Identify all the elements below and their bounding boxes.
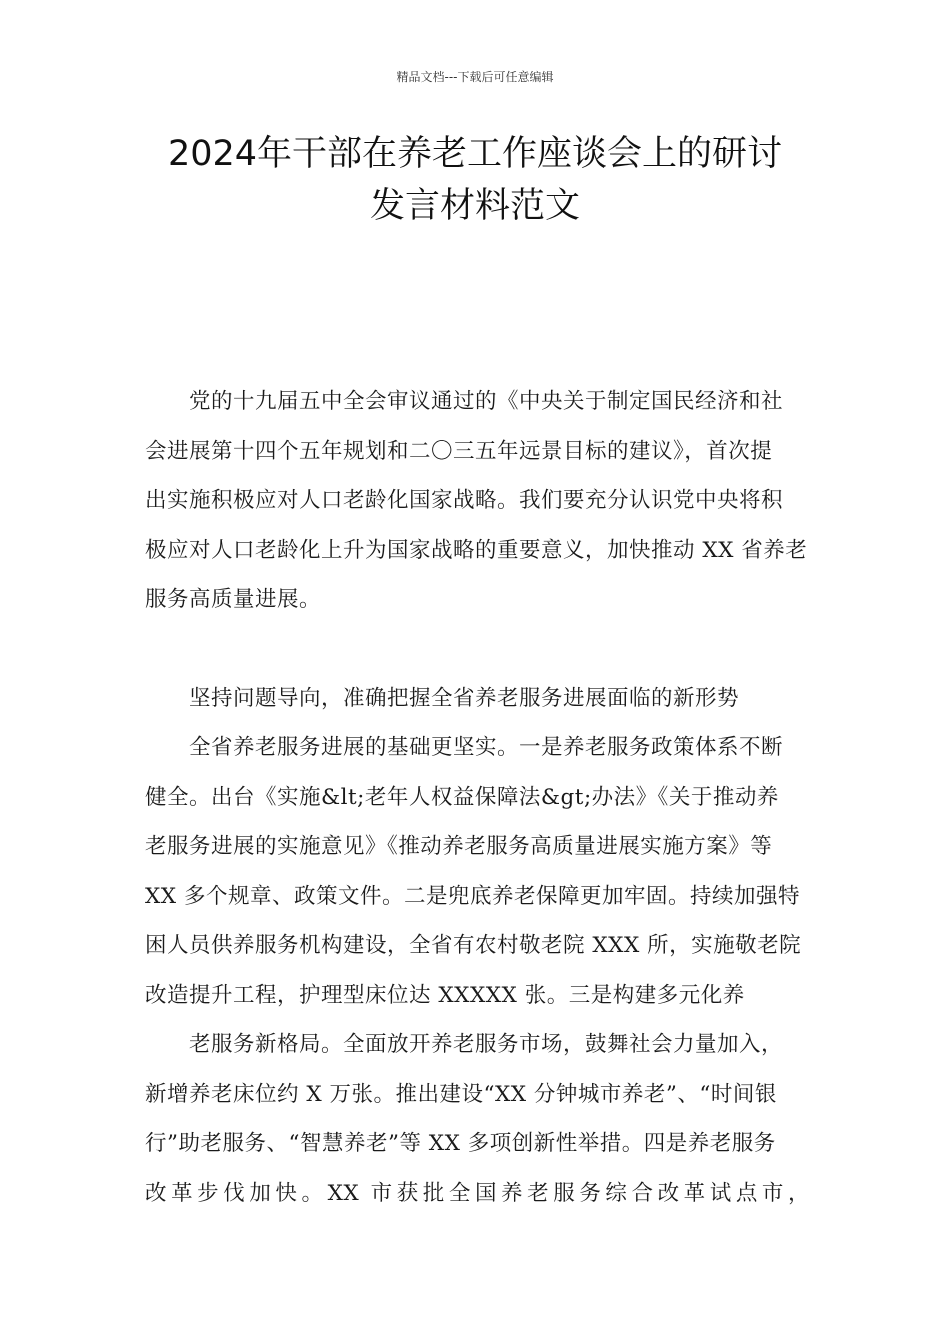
paragraph-line: 出实施积极应对人口老龄化国家战略。我们要充分认识党中央将积: [145, 488, 784, 513]
paragraph-line: 会进展第十四个五年规划和二〇三五年远景目标的建议》，首次提: [145, 438, 773, 464]
section-heading-text: 坚持问题导向，准确把握全省养老服务进展面临的新形势: [189, 686, 740, 711]
paragraph-line: 改革步伐加快。XX 市获批全国养老服务综合改革试点市，: [145, 1180, 810, 1206]
paragraph-line: 改造提升工程，护理型床位达 XXXXX 张。三是构建多元化养: [145, 982, 745, 1008]
paragraph-line: 新增养老床位约 X 万张。推出建设“XX 分钟城市养老”、“时间银: [145, 1081, 777, 1107]
paragraph-line: 极应对人口老龄化上升为国家战略的重要意义，加快推动 XX 省养老: [145, 537, 808, 563]
paragraph-line: 全省养老服务进展的基础更坚实。一是养老服务政策体系不断: [189, 735, 784, 760]
paragraph-line: 老服务进展的实施意见》《推动养老服务高质量进展实施方案》等: [145, 834, 773, 859]
document-title: [120, 128, 830, 232]
header-note: 精品文档---下载后可任意编辑: [396, 70, 554, 84]
paragraph-line: 行”助老服务、“智慧养老”等 XX 多项创新性举措。四是养老服务: [145, 1131, 776, 1156]
paragraph-3: [145, 1020, 810, 1218]
paragraph-line: 老服务新格局。全面放开养老服务市场，鼓舞社会力量加入，: [189, 1032, 784, 1057]
paragraph-line: 健全。出台《实施&lt;老年人权益保障法&gt;办法》《关于推动养: [145, 784, 779, 810]
paragraph-1: [145, 377, 810, 625]
paragraph-line: 服务高质量进展。: [145, 587, 322, 612]
paragraph-line: XX 多个规章、政策文件。二是兜底养老保障更加牢固。持续加强特: [145, 883, 800, 909]
section-heading: [145, 674, 810, 724]
title-line-1: 2024年干部在养老工作座谈会上的研讨: [167, 134, 783, 174]
paragraph-2: [145, 723, 810, 1020]
paragraph-line: 党的十九届五中全会审议通过的《中央关于制定国民经济和社: [189, 389, 784, 414]
paragraph-line: 困人员供养服务机构建设，全省有农村敬老院 XXX 所，实施敬老院: [145, 933, 802, 958]
title-line-2: 发言材料范文: [369, 186, 580, 226]
